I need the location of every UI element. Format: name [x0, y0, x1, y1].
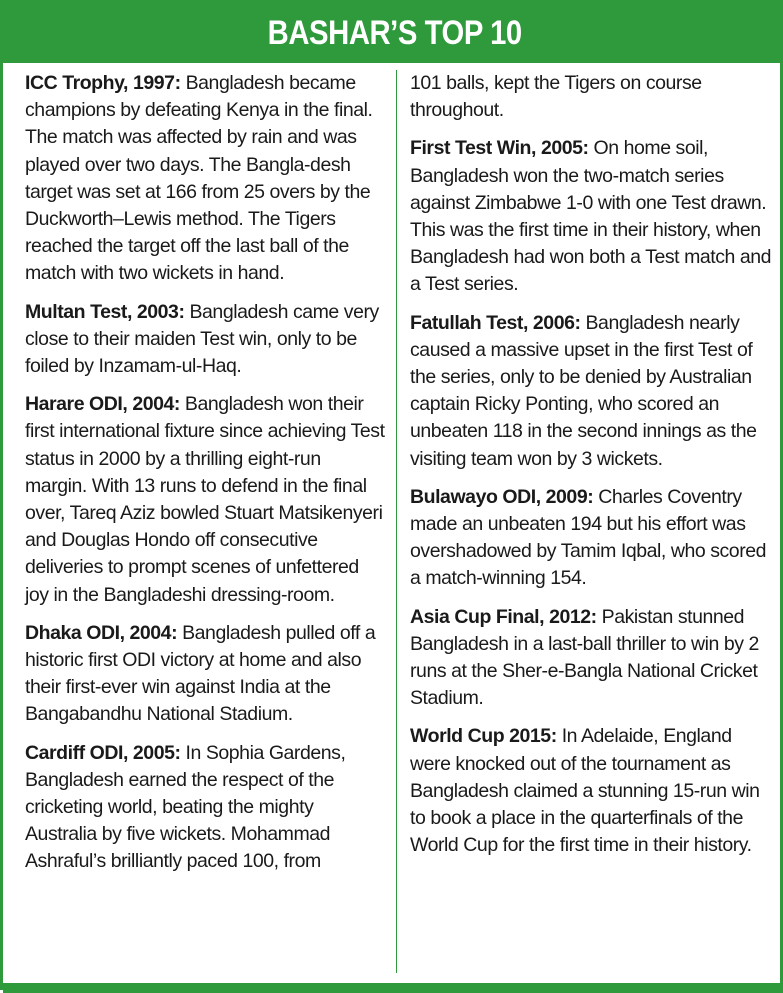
entry-title: Multan Test, 2003: [25, 300, 185, 323]
entry-title: World Cup 2015: [410, 725, 557, 748]
entry-text: Bangladesh came very close to their maiden Test win, only to be foiled by Inzamam-ul-Haq. [25, 300, 379, 378]
page-title: BASHAR’S TOP 10 [267, 14, 522, 52]
entry [25, 70, 387, 288]
entry-text: In Sophia Gardens, Bangladesh earned the respect of the cricketing world, beating the mighty Australia by five wickets. Mohammad Ashraful’s brilliantly paced 100, from [25, 741, 346, 873]
entry-title: Cardiff ODI, 2005: [25, 741, 181, 764]
entry [25, 740, 387, 876]
entry-text: 101 balls, kept the Tigers on course throughout. [410, 72, 702, 122]
entry-text: Bangladesh pulled off a historic first ODI victory at home and also their first-ever win against India at the Bangabandhu National Stadium. [25, 621, 376, 726]
entry [410, 135, 776, 298]
entry-title: Bulawayo ODI, 2009: [410, 485, 594, 508]
entry-text: In Adelaide, England were knocked out of the tournament as Bangladesh claimed a stunning 15-run win to book a place in the quarterfinals of the World Cup for the first time in their history. [410, 725, 760, 857]
entry-title: Harare ODI, 2004: [25, 393, 180, 416]
entry [410, 723, 776, 859]
entry-title: Asia Cup Final, 2012: [410, 605, 597, 628]
entry-continued [410, 70, 776, 124]
column-divider [396, 70, 397, 973]
entry-text: On home soil, Bangladesh won the two-match series against Zimbabwe 1-0 with one Test drawn. This was the first time in their history, when Bangladesh had won both a Test match and a Test series. [410, 137, 772, 296]
right-column [410, 70, 776, 870]
entry [410, 310, 776, 473]
left-column [25, 70, 387, 887]
entry-title: First Test Win, 2005: [410, 137, 589, 160]
entry-text: Pakistan stunned Bangladesh in a last-ball thriller to win by 2 runs at the Sher-e-Bangla National Cricket Stadium. [410, 605, 759, 710]
entry [410, 484, 776, 593]
entry [25, 391, 387, 609]
entry-text: Bangladesh became champions by defeating Kenya in the final. The match was affected by rain and was played over two days. The Bangla-desh target was set at 166 from 25 overs by the Duckworth–Lewis method. The Tigers reached the target off the last ball of the match with two wickets in hand. [25, 72, 373, 285]
entry-title: Dhaka ODI, 2004: [25, 621, 178, 644]
entry-text: Charles Coventry made an unbeaten 194 but his effort was overshadowed by Tamim Iqbal, who scored a match-winning 154. [410, 485, 767, 590]
entry [410, 604, 776, 713]
entry-title: ICC Trophy, 1997: [25, 72, 181, 94]
entry [25, 620, 387, 729]
bottom-bar [3, 983, 783, 993]
entry-text: Bangladesh won their first international fixture since achieving Test status in 2000 by a thrilling eight-run margin. With 13 runs to defend in the final over, Tareq Aziz bowled Stuart Matsikenyeri and Douglas Hondo off consecutive deliveries to prompt scenes of unfettered joy in the Bangladeshi dressing-room. [25, 393, 385, 606]
header-bar [3, 3, 783, 63]
entry-title: Fatullah Test, 2006: [410, 311, 581, 334]
entry-text: Bangladesh nearly caused a massive upset in the first Test of the series, only to be denied by Australian captain Ricky Ponting, who scored an unbeaten 118 in the second innings as the visiting team won by 3 wickets. [410, 311, 757, 470]
entry [25, 299, 387, 381]
